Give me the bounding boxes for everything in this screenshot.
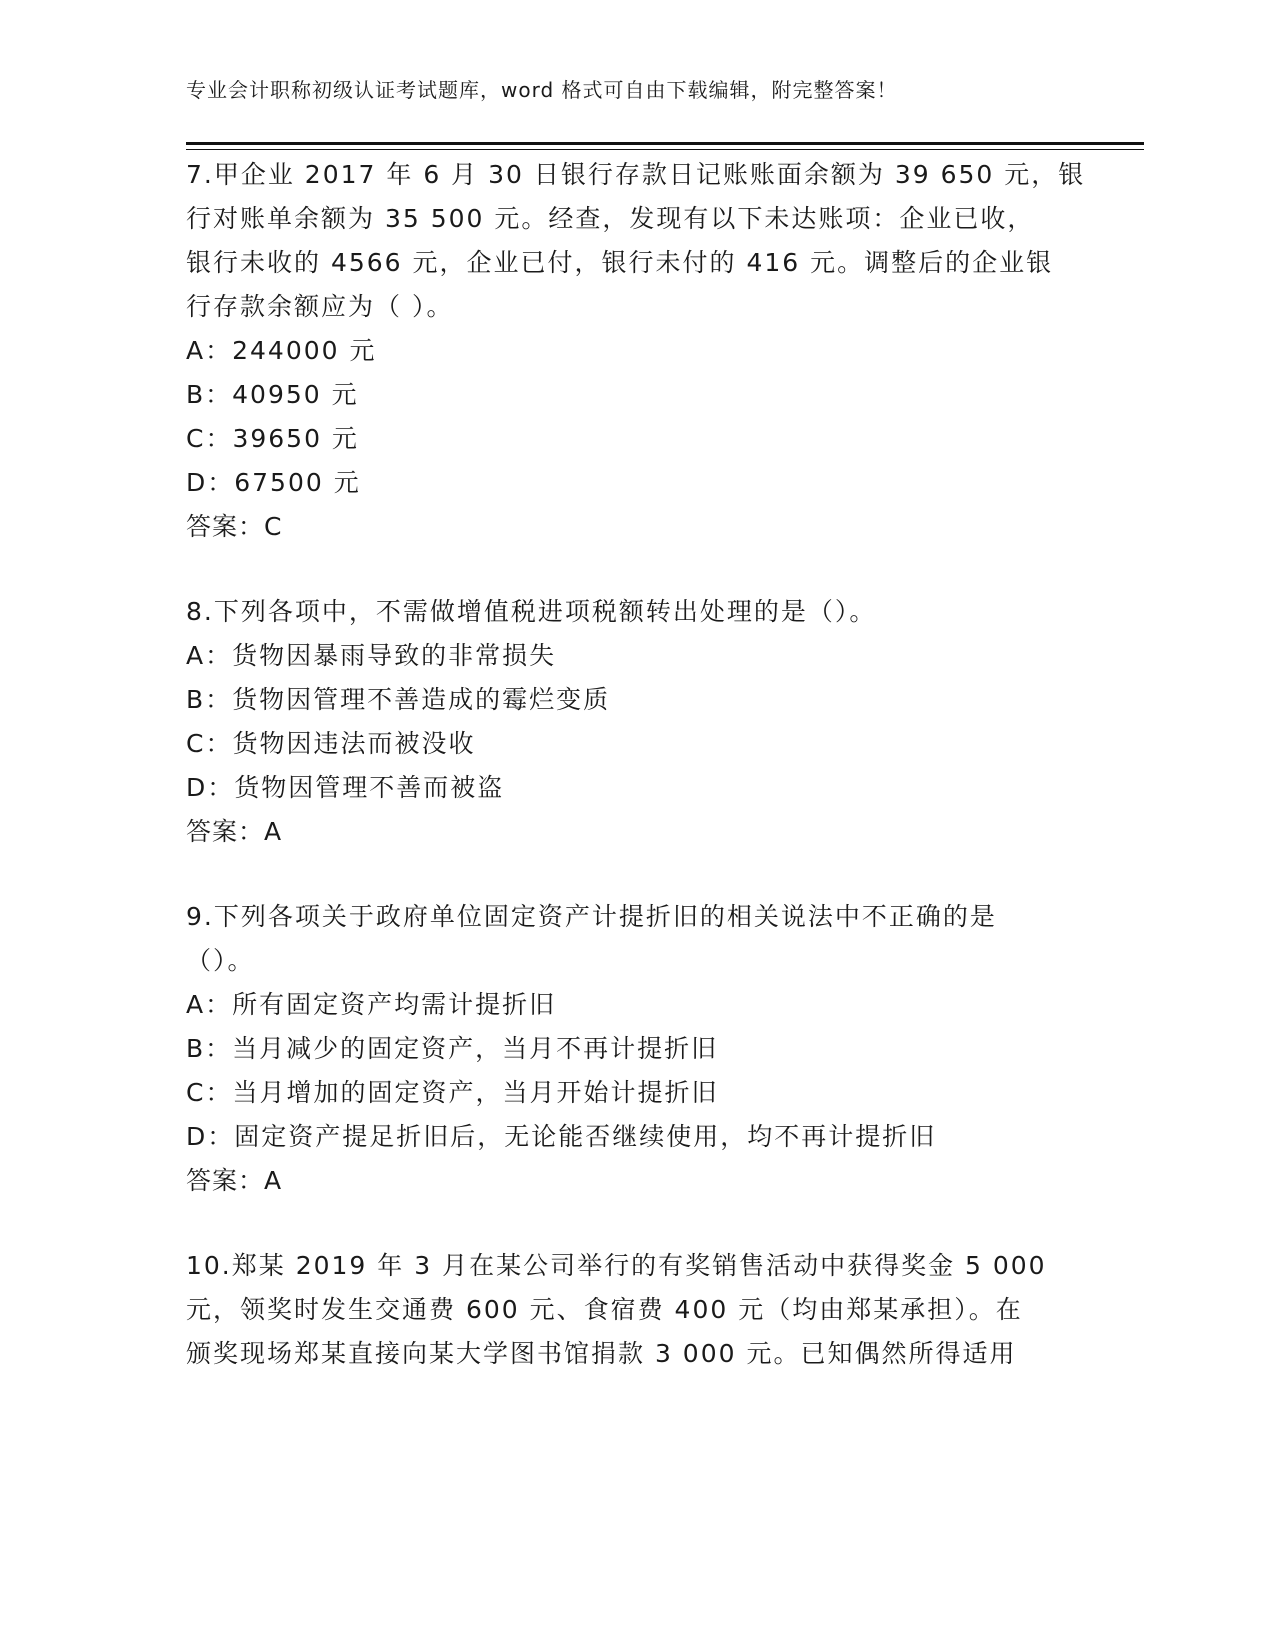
question-7-option-c: C：39650 元 [186,424,359,453]
page-header: 专业会计职称初级认证考试题库，word 格式可自由下载编辑，附完整答案！ [186,78,898,102]
question-9-option-a: A：所有固定资产均需计提折旧 [186,990,557,1019]
question-10-stem-line: 元，领奖时发生交通费 600 元、食宿费 400 元（均由郑某承担）。在 [186,1295,1023,1324]
question-8-option-b: B：货物因管理不善造成的霉烂变质 [186,685,611,714]
question-9-option-c: C：当月增加的固定资产，当月开始计提折旧 [186,1078,719,1107]
question-9-answer: 答案：A [186,1166,283,1195]
question-9-option-d: D：固定资产提足折旧后，无论能否继续使用，均不再计提折旧 [186,1122,937,1151]
question-9-option-b: B：当月减少的固定资产，当月不再计提折旧 [186,1034,719,1063]
question-8-option-d: D：货物因管理不善而被盗 [186,773,505,802]
question-9-stem-line: （）。 [186,946,255,975]
question-7-option-b: B：40950 元 [186,380,359,409]
header-rule-thick [186,142,1144,145]
question-7-stem-line: 银行未收的 4566 元，企业已付，银行未付的 416 元。调整后的企业银 [186,248,1054,277]
question-10-stem-line: 10.郑某 2019 年 3 月在某公司举行的有奖销售活动中获得奖金 5 000 [186,1251,1047,1280]
question-7-stem-line: 行对账单余额为 35 500 元。经查，发现有以下未达账项：企业已收， [186,204,1035,233]
question-9-stem-line: 9.下列各项关于政府单位固定资产计提折旧的相关说法中不正确的是 [186,902,997,931]
question-7-stem-line: 行存款余额应为（ ）。 [186,292,454,321]
question-8-option-a: A：货物因暴雨导致的非常损失 [186,641,557,670]
question-7-option-a: A：244000 元 [186,336,377,365]
question-7-stem-line: 7.甲企业 2017 年 6 月 30 日银行存款日记账账面余额为 39 650 元，银 [186,160,1086,189]
question-10-stem-line: 颁奖现场郑某直接向某大学图书馆捐款 3 000 元。已知偶然所得适用 [186,1339,1017,1368]
question-8-option-c: C：货物因违法而被没收 [186,729,476,758]
question-7-answer: 答案：C [186,512,283,541]
question-8-stem-line: 8.下列各项中，不需做增值税进项税额转出处理的是（）。 [186,597,877,626]
question-8-answer: 答案：A [186,817,283,846]
header-rule-thin [186,149,1144,150]
question-7-option-d: D：67500 元 [186,468,361,497]
